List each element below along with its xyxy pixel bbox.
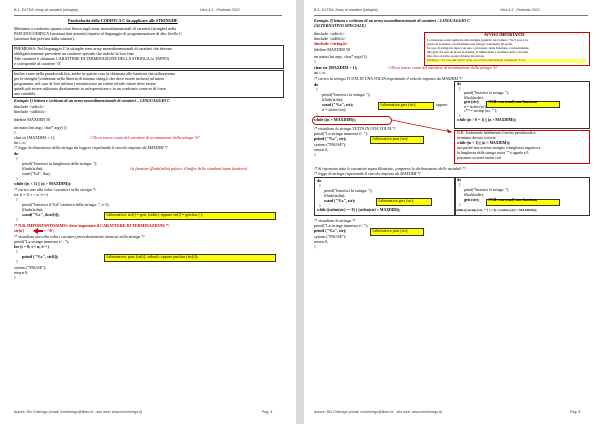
note-line: Inoltre come nella pseudocodifica, anche in questo caso la chiamata alle funzioni che utilizzeremo [14,71,175,76]
code-line: system ("PAUSE"); [314,234,347,239]
code-line: int i, n; [314,70,326,75]
code-line: while ((n > 0 = 1) || (n > MAXDIM)); [457,118,517,122]
intro-line: (struttura dati prevista dalla sintassi). [14,36,75,41]
code-line: #include <stdlib.h> [14,109,46,114]
code-line: int main (int argc, char* argv[ ]) [314,54,367,59]
code-line: { [16,197,18,202]
code-line: { [459,183,461,187]
footer-page: Pag. 4 [262,410,273,414]
code-line: return 0; [314,239,328,244]
code-line: char str [MAXDIM + 1]; [14,135,55,140]
code-comment: /* Si ripensato tutte le istruzioni sopra illustrate, compreso le dichiarazioni delle variabili */ [314,166,466,171]
code-line: c** = strcmp (str, ""); [464,109,498,113]
code-line: fflush(stdin); [324,193,346,198]
code-comment: //N.B. con scanf) non funziona [488,198,537,202]
code-line: } [459,203,461,207]
code-line: str[n] [14,228,24,233]
code-line: { [459,86,461,91]
code-comment: //alternativa puts (str); [372,228,409,233]
premessa-line: Tale carattere è chiamato CARATTERE DI TERMINAZIONE DELLA STRINGA (o TAPPO) [14,56,169,61]
premessa-line: obbligatoriamente prevedere un carattere speciale che indichi la loro fine. [14,51,135,56]
intro-line: Mettiamo a confronto quanto visto finora sugli array monodimensionali di caratteri (stringhe) nella [14,26,177,31]
code-line: gets (str); [464,198,480,202]
header-rule [14,15,282,16]
code-line: fflush(stdin); [322,97,344,102]
warning-line: alla gets che non da alcun problema, si limiterebbe a restituire tutti i caratteri [427,50,529,54]
code-line: } [16,176,18,181]
code-line: while ((n > MAXDIM)); [314,117,357,122]
code-line: { [314,59,316,64]
code-line: for (i = 0; i < n; i++) [14,244,49,249]
code-line: fflush(stdin); [22,166,44,171]
code-comment: // Devo tenere conto del carattere di terminazione della stringa '\0' [90,135,200,140]
code-line: printf("Inserisci il %d° carattere della stringa: ", i+1); [22,202,110,207]
note-line: una variabile. [14,91,37,96]
code-line: #include <stdio.h> [14,104,45,109]
code-line: int i, n; [14,140,26,145]
warning-line: La funzione scanf applicata alle stringhe (quindi con formato "%s") non è in [427,38,528,42]
code-line: printf ("%s", str); [314,136,347,141]
code-line: gets (str); [464,100,480,104]
header-right: Vers.4.3 - Febbraio 2022 [200,8,240,12]
note-line: while ((n < 1) || (n > MAXDIM)); [457,141,511,145]
code-comment: //alternativa puts (str); [372,136,409,141]
code-line: do [314,82,319,87]
page-5 [304,0,600,424]
warning-line: In caso di stringa in input con uno o più spazi, detta funzione, contrariamente [427,46,529,50]
warning-line: grado di acquisire correttamente una stringa contenente gli spazi. [427,42,513,46]
code-line: #define MAXDIM 50 [14,117,50,122]
code-line: printf("Inserisci la stringa: "); [464,91,509,95]
code-line: printf("La stringa immessa e': "); [314,223,368,228]
premessa-line: PREMESSA: Nel linguaggio C le stringhe sono array monodimensionali di caratteri che devono [14,46,172,51]
note-line: N.B. Tradurendo fedelmente il nostro pseudocodice [457,131,536,135]
code-line: system ("PAUSE"); [314,142,347,147]
code-line: while ((strlen(str) == 0) || (strlen(str) > MAXDIM)); [317,208,401,212]
code-comment: //alternativa gets (str); [378,198,415,203]
code-comment: //alternativa: putc (str[i], stdout); oppure putchar (str[i]); [106,254,199,259]
code-line: printf ("%s", str); [314,228,347,233]
code-comment: // Devo tenere conto del carattere di terminazione della stringa '\0' [388,65,498,70]
code-line: #include <stdio.h> [314,31,345,36]
code-comment: //alternativa gets (str); [380,102,417,107]
code-line: #include <string.h> [314,41,349,46]
code-line: } [459,113,461,118]
code-line: n = strlen (str); [322,107,347,112]
note-line: avremmo dovuto scrivere [457,136,496,140]
code-comment: //alternativa: str[i] = getc (stdin); oppure str[i] = getchar ( ); [106,212,204,217]
code-line: scanf ("%s", str); [322,102,354,107]
code-line: fflush(stdin); [464,95,484,100]
code-line: char str [MAXDIM + 1]; [314,65,358,70]
code-line: scanf("%d", &n); [22,171,51,176]
code-line: for (i = 0; i < n; i++) [14,192,48,197]
arrow-icon [390,118,456,134]
code-line: { [14,130,16,135]
code-line: { [16,156,18,161]
code-line: { [16,249,18,254]
code-line: } [16,217,18,222]
header-rule [314,15,588,16]
code-line: printf("Inserisci la stringa: "); [464,188,509,192]
code-line: { [316,87,318,92]
code-comment: /* carico la stringa TUTTA IN UNA VOLTA rispettando il vincolo imposto da MAXDIM */ [314,76,463,81]
code-comment: /* visualizzo la stringa TUTTA IN UNA VOLTA */ [314,126,396,131]
code-line: #include <stdlib.h> [314,36,346,41]
code-line: #define MAXDIM 50 [314,47,350,52]
note-line: programma, nel caso di loro utilizzo) restituiscono un valore ed tale valore deve essere [14,81,156,86]
code-line: int main (int argc, char* argv[ ]) [14,125,67,130]
code-line: fflush(stdin); [22,207,44,212]
code-line: } [14,275,16,280]
footer-author: Autore: Rio Chierego (email: riochierego@libero.it - sito web: www.riochierego.it) [14,410,143,414]
page-4 [0,0,296,424]
code-comment: /* leggo la stringa rispettando il vincolo imposto da MAXDIM */ [314,171,421,176]
warning-title: AVVISO IMPORTANTE [484,33,525,37]
code-comment: /* carico uno alla volta i caratteri nella stringa */ [14,187,96,192]
code-line: while ((n < 1) || (n > MAXDIM)); [14,181,72,186]
code-comment: /* visualizzo la stringa */ [314,218,356,223]
note-line: quindi più essere utilizzato direttamente in un'espressione o in un confronto come se di fosse [14,86,166,91]
footer-author: Autore: Rio Chierego (email: riochierego@libero.it - sito web: www.riochierego.it) [314,410,443,414]
code-line: scanf ("%s", str); [324,198,356,203]
code-comment: //a funzione fflush(stdin) pulisce il buffer dello standard input (tastiera) [130,166,248,171]
page-title: Particolarità della CODIFICA C da applicare alle STRINGHE [68,18,178,23]
code-comment: //N.B. con scanf) non funziona [488,100,537,104]
code-line: { [319,183,321,188]
code-line: scanf("%c", &str[i]); [22,212,60,217]
example-title: Esempio 2) lettura e scrittura di un array monodimensionale di caratteri – LINGUAGGIO C [314,18,470,23]
code-line: return 0; [314,147,328,152]
premessa-line: e corrisponde al carattere '\0'. [14,61,62,66]
intro-line: PSEUDOCODIFICA (struttura dati astratta) rispetto al linguaggio di programmazione di alto livello C [14,31,182,36]
highlight-ring [312,116,392,125]
code-line: } [314,152,316,157]
note-line: ma poiché non avremo stringhe a lunghezza negativa a [457,146,541,150]
header-right: Vers.4.3 - Febbraio 2022 [500,8,540,12]
code-line: do [14,151,19,156]
code-line: } [314,244,316,249]
code-line: do [457,178,462,182]
code-line: printf("Inserisci la lunghezza della stringa: "); [22,161,98,166]
header-left: B-1: EXTRA: Array di caratteri (stringhe) [14,8,78,12]
code-line: } [319,203,321,208]
code-line: return 0; [14,270,28,275]
code-line: = '\0'; [44,228,55,233]
code-comment: /* visualizzo uno alla volta i caratteri precedentemente immessi nella stringa */ [14,234,145,239]
code-line: n = strlen (str); [464,104,487,109]
warning-line: fino fino al primo spazio (blank) incontrato. [427,54,485,58]
note-line: la lunghezza della stringa vuota "" è uguale a 0, [457,151,530,155]
code-line: system ("PAUSE"); [14,265,47,270]
code-line: fflush(stdin); [464,193,484,197]
footer-page: Pag. 5 [570,410,581,414]
code-line: } [316,112,318,117]
code-line: printf("La stringa immessa e': "); [314,131,368,136]
warning-example: Esempio: "La rosa del vento" letta con scanf restituirebbe solamente "La") [427,58,526,62]
code-text: oppure [436,102,448,107]
code-comment: /* leggo la dimensione della stringa da leggere rispettando il vincolo imposto da MAXDIM */ [14,145,168,150]
example-subtitle: (ALTERNATIVO SPECIALE) [314,23,366,28]
code-line: printf("Inserisci la stringa: "); [322,92,371,97]
note-line: per le stringhe (contenute nella libreria di sistema string.h che deve essere inclusa) ad inizio [14,76,165,81]
code-line: do [457,82,462,86]
code-line: printf("La stringa immessa e' : "); [14,239,69,244]
code-line: do [317,178,322,183]
note-line: possiamo scrivere anche così [457,156,502,160]
code-line: while ((strcmp (str, "") == 0) || (strlen (str) > MAXDIM)); [456,208,537,212]
code-line: printf ("%c", str[i]); [22,254,59,259]
code-line: } [16,259,18,264]
header-left: B-1: EXTRA: Array di caratteri (stringhe) [314,8,378,12]
code-line: printf("Inserisci la stringa: "); [324,188,373,193]
code-comment: /* N.B. IMPORTANTISSIMO: devo impostare il CARATTERE DI TERMINAZIONE */ [14,223,170,228]
example-title: Esempio 1) lettura e scrittura di un array monodimensionale di caratteri – LINGUAGGIO C [14,98,170,103]
